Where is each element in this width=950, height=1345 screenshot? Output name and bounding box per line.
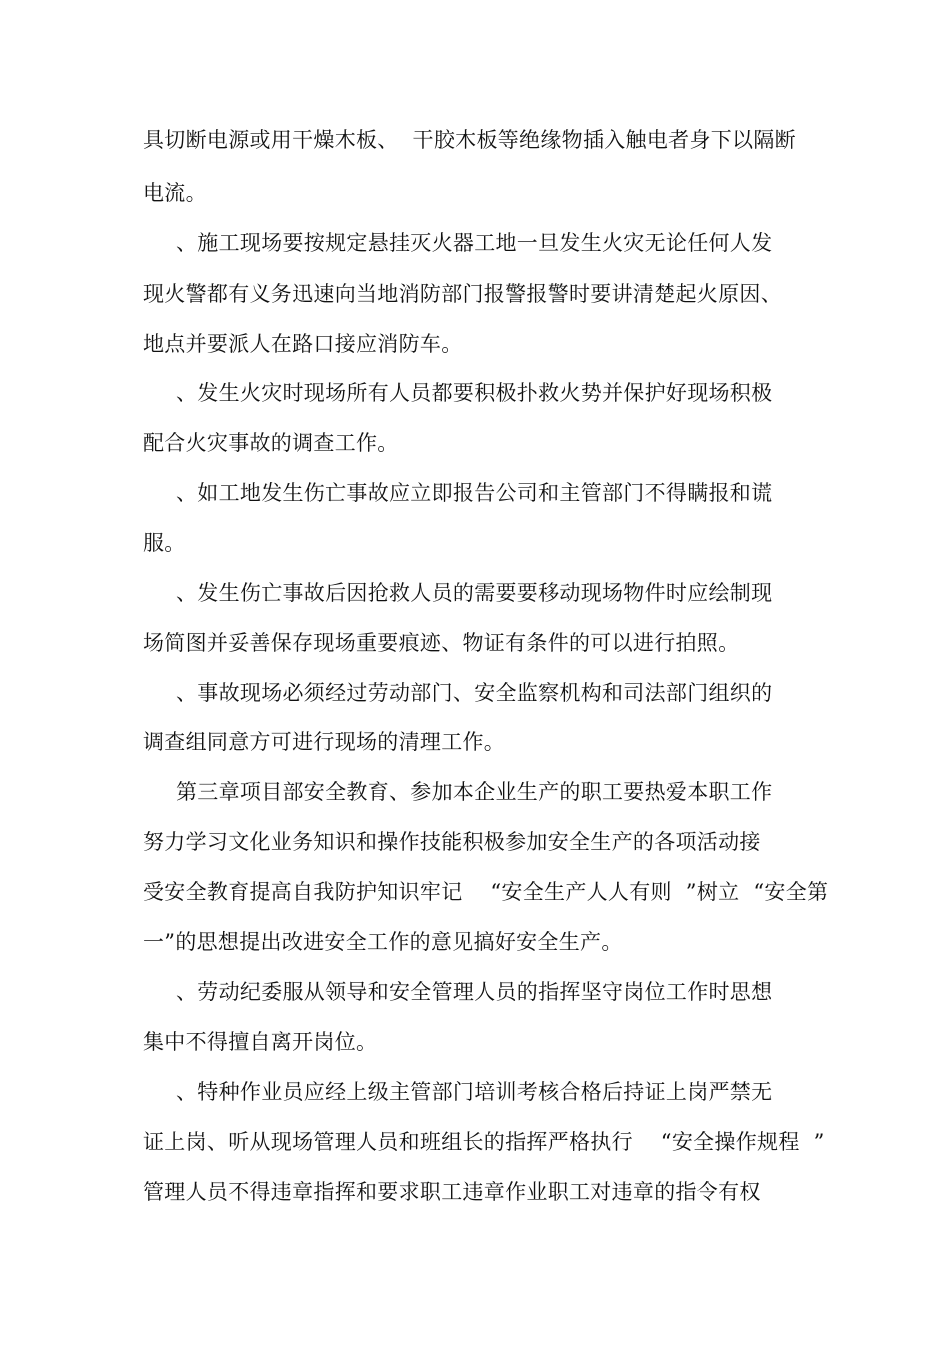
text-line: 服。 [143, 531, 186, 555]
text-line: 地点并要派人在路口接应消防车。 [143, 332, 463, 356]
paragraph-start-line: 、特种作业员应经上级主管部门培训考核合格后持证上岗严禁无 [176, 1080, 773, 1104]
text-line: 具切断电源或用干燥木板、 干胶木板等绝缘物插入触电者身下以隔断 [143, 128, 796, 152]
paragraph-start-line: 、事故现场必须经过劳动部门、安全监察机构和司法部门组织的 [176, 681, 773, 705]
text-line: 调查组同意方可进行现场的清理工作。 [143, 730, 506, 754]
text-line: 努力学习文化业务知识和操作技能积极参加安全生产的各项活动接 [143, 830, 761, 854]
text-line: 电流。 [143, 181, 207, 205]
text-line: 集中不得擅自离开岗位。 [143, 1030, 378, 1054]
text-line: 场简图并妥善保存现场重要痕迹、物证有条件的可以进行拍照。 [143, 631, 740, 655]
text-line: 现火警都有义务迅速向当地消防部门报警报警时要讲清楚起火原因、 [143, 282, 782, 306]
paragraph-start-line: 、发生火灾时现场所有人员都要积极扑救火势并保护好现场积极 [176, 381, 773, 405]
paragraph-start-line: 、劳动纪委服从领导和安全管理人员的指挥坚守岗位工作时思想 [176, 980, 773, 1004]
text-line: 受安全教育提高自我防护知识牢记 “安全生产人人有则 ”树立 “安全第 [143, 880, 829, 904]
text-line: 证上岗、听从现场管理人员和班组长的指挥严格执行 “安全操作规程 ” [143, 1130, 825, 1154]
text-line: 管理人员不得违章指挥和要求职工违章作业职工对违章的指令有权 [143, 1180, 761, 1204]
text-line: 配合火灾事故的调查工作。 [143, 431, 399, 455]
text-line: 一”的思想提出改进安全工作的意见搞好安全生产。 [143, 930, 623, 954]
paragraph-start-line: 第三章项目部安全教育、参加本企业生产的职工要热爱本职工作 [176, 780, 773, 804]
paragraph-start-line: 、如工地发生伤亡事故应立即报告公司和主管部门不得瞒报和谎 [176, 481, 773, 505]
paragraph-start-line: 、施工现场要按规定悬挂灭火器工地一旦发生火灾无论任何人发 [176, 231, 773, 255]
paragraph-start-line: 、发生伤亡事故后因抢救人员的需要要移动现场物件时应绘制现 [176, 581, 773, 605]
